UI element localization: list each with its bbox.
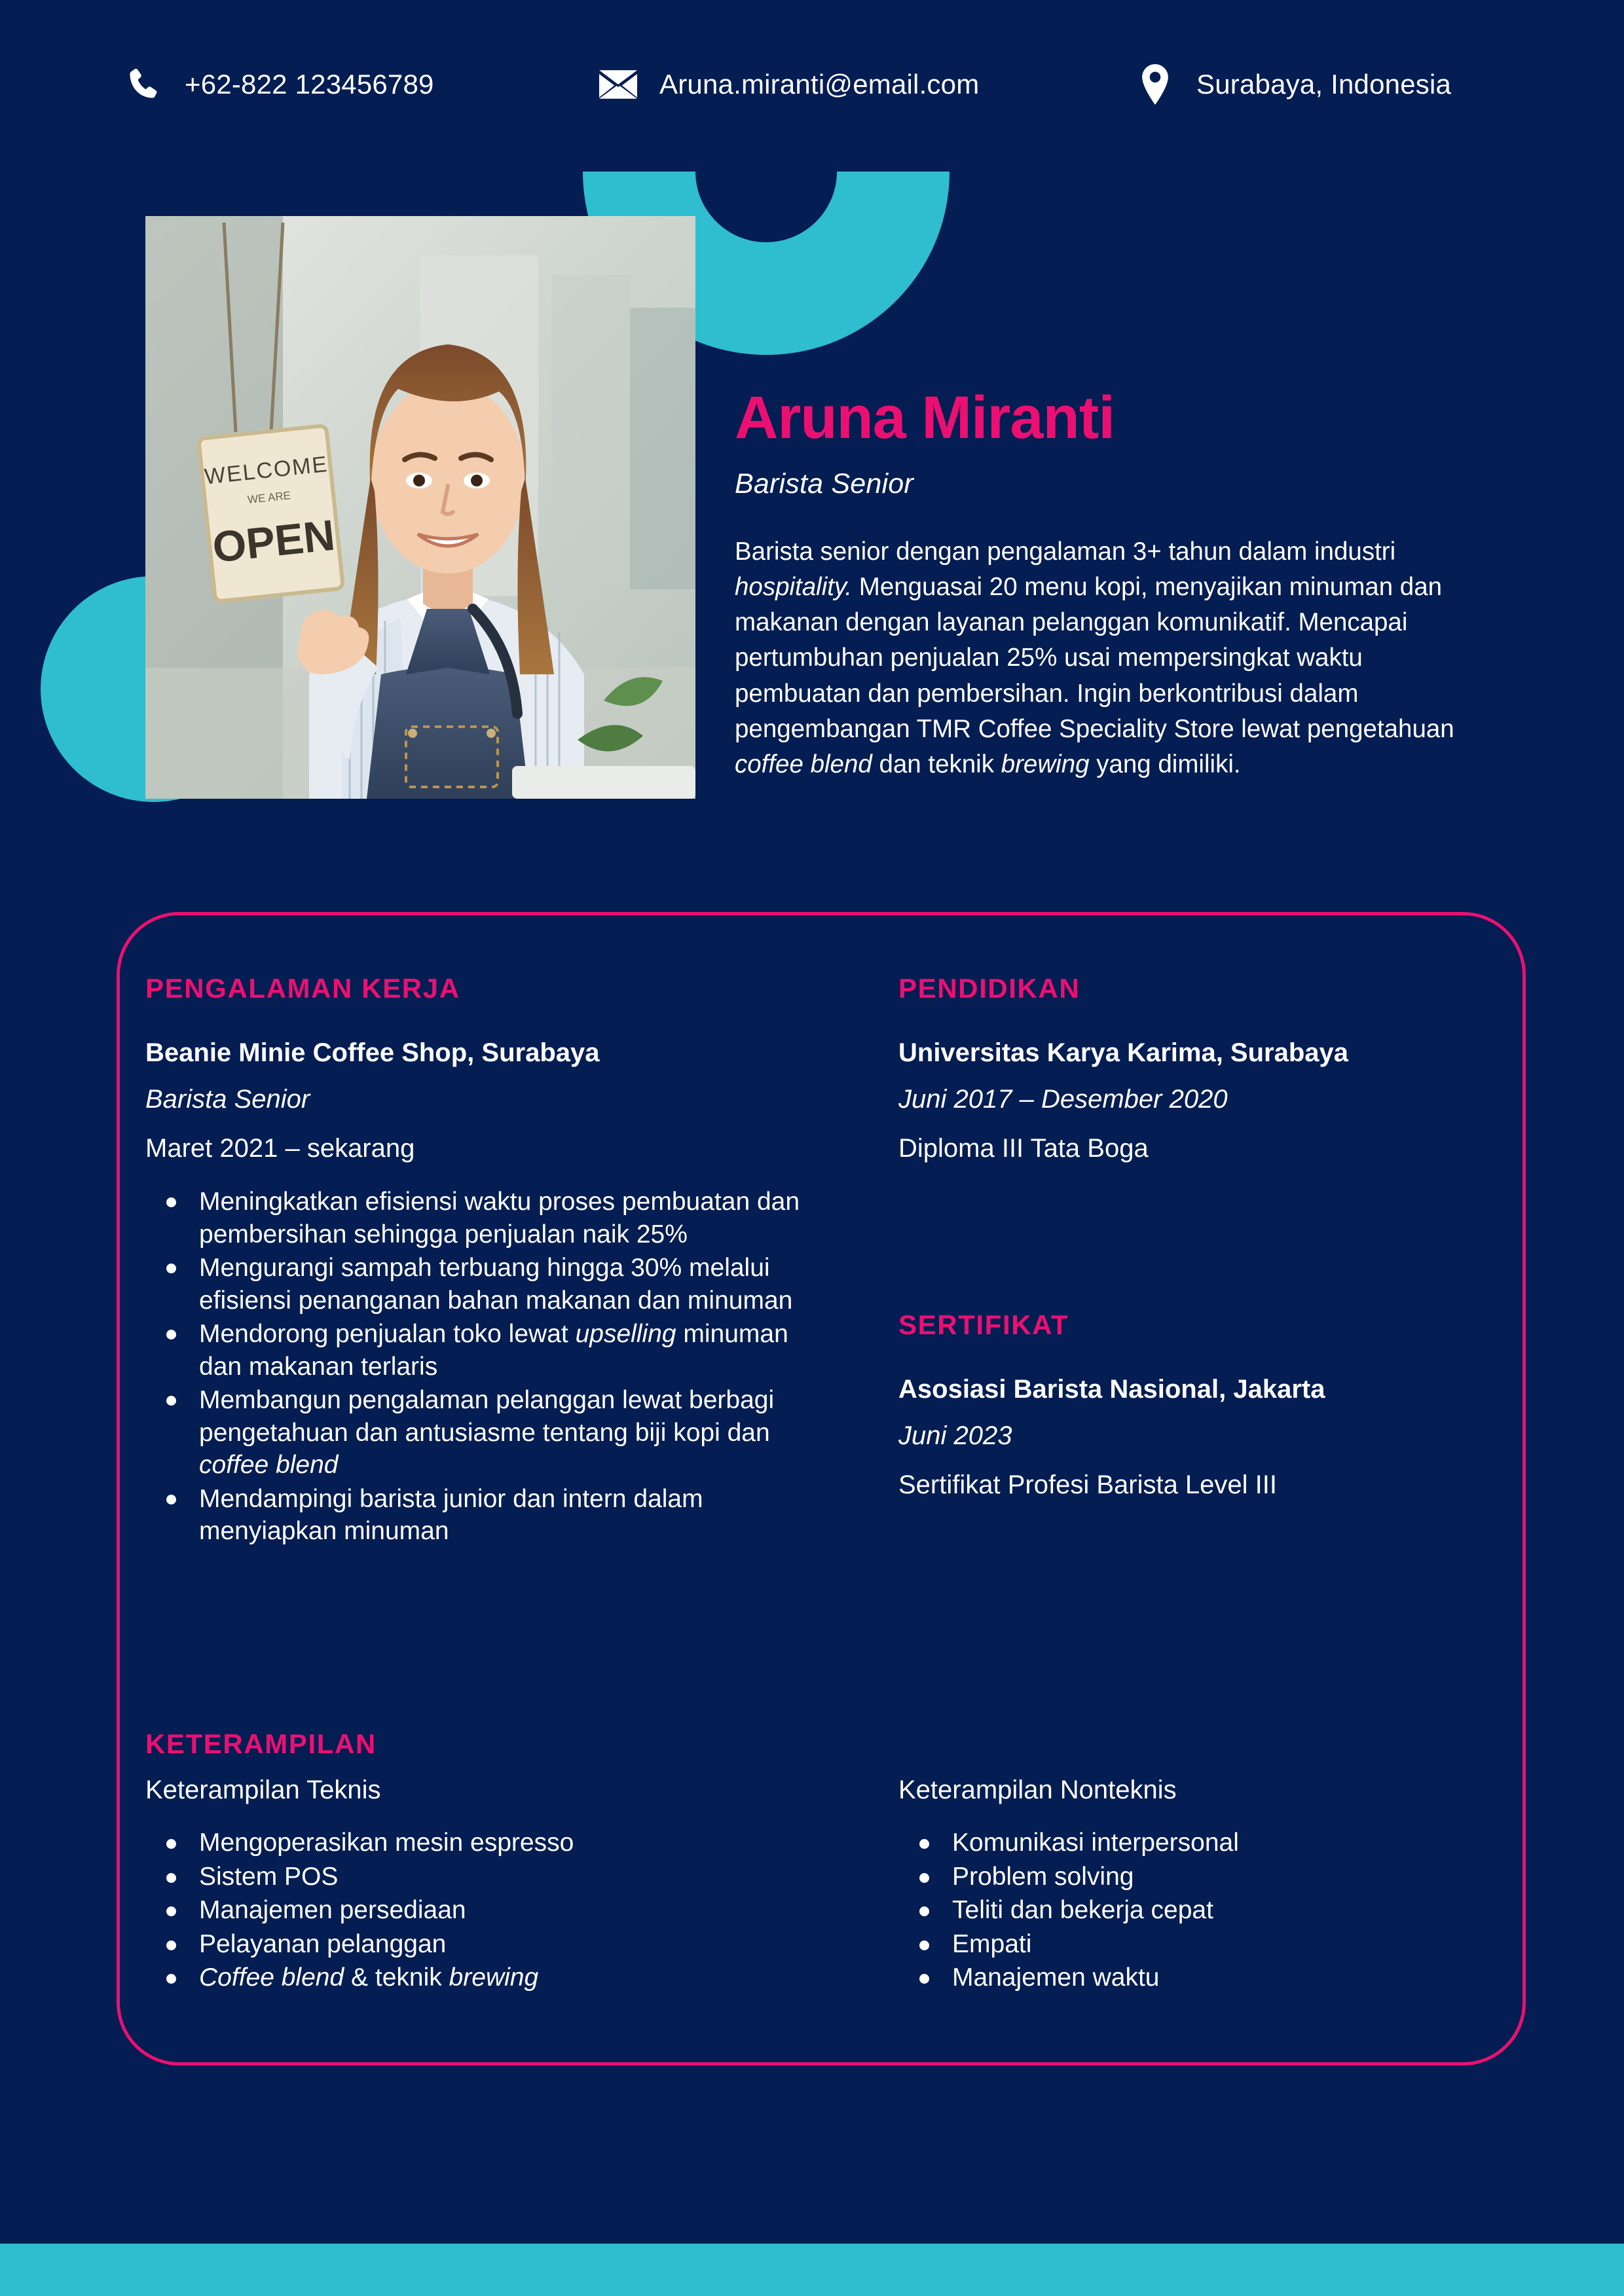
profile-summary — [735, 534, 1468, 783]
soft-skills-label: Keterampilan Nonteknis — [898, 1776, 1177, 1804]
technical-skill-item: Mengoperasikan mesin espresso — [145, 1827, 833, 1859]
footer-teal-bar — [0, 2244, 1624, 2296]
soft-skill-item: Teliti dan bekerja cepat — [898, 1895, 1553, 1926]
summary-em-hospitality: hospitality. — [735, 572, 853, 601]
svg-text:WE ARE: WE ARE — [247, 489, 291, 506]
education-institution: Universitas Karya Karima, Surabaya — [898, 1038, 1349, 1067]
bullet-emphasis: upselling — [575, 1320, 676, 1349]
bullet-text-tail: minuman dan makanan terlaris — [199, 1320, 788, 1381]
profile-photo — [145, 216, 695, 799]
certificate-issuer: Asosiasi Barista Nasional, Jakarta — [898, 1375, 1325, 1404]
contact-location-text: Surabaya, Indonesia — [1196, 69, 1452, 100]
soft-skill-item: Komunikasi interpersonal — [898, 1827, 1553, 1859]
svg-text:OPEN: OPEN — [210, 510, 337, 572]
map-pin-icon — [1136, 64, 1174, 105]
contact-location — [1136, 64, 1451, 105]
phone-icon — [124, 64, 162, 105]
experience-section-title: PENGALAMAN KERJA — [145, 973, 460, 1004]
summary-seg-3: dan teknik — [872, 750, 1001, 779]
bullet-text: Mengurangi sampah terbuang hingga 30% melalui efisiensi penanganan bahan makanan dan minuman — [199, 1254, 793, 1315]
contact-email-text: Aruna.miranti@email.com — [659, 69, 980, 100]
skill-text-mid: & teknik — [344, 1963, 449, 1992]
job-title: Barista Senior — [735, 467, 913, 500]
svg-text:WELCOME: WELCOME — [203, 451, 329, 490]
contact-email — [599, 64, 979, 105]
soft-skill-item: Empati — [898, 1929, 1553, 1960]
bullet-text: Mendampingi barista junior dan intern dalam menyiapkan minuman — [199, 1484, 703, 1546]
soft-skill-item: Problem solving — [898, 1861, 1553, 1893]
technical-skill-item: Manajemen persediaan — [145, 1895, 833, 1926]
technical-skills-label: Keterampilan Teknis — [145, 1776, 381, 1804]
summary-em-coffee-blend: coffee blend — [735, 750, 872, 779]
profile-photo-illustration — [145, 216, 695, 799]
content-card-border — [117, 912, 1526, 2066]
summary-em-brewing: brewing — [1001, 750, 1090, 779]
education-degree: Diploma III Tata Boga — [898, 1134, 1149, 1163]
identity-block — [735, 386, 1468, 783]
bullet-text: Meningkatkan efisiensi waktu proses pembuatan dan pembersihan sehingga penjualan naik 25% — [199, 1188, 800, 1248]
technical-skill-item: Pelayanan pelanggan — [145, 1929, 833, 1960]
page-title: Aruna Miranti — [735, 384, 1115, 451]
experience-position: Barista Senior — [145, 1085, 310, 1114]
bullet-text: Mendorong penjualan toko lewat — [199, 1320, 576, 1349]
certificate-name: Sertifikat Profesi Barista Level III — [898, 1470, 1278, 1499]
soft-skill-item: Manajemen waktu — [898, 1962, 1553, 1994]
experience-period: Maret 2021 – sekarang — [145, 1134, 415, 1163]
contact-header-bar — [0, 0, 1624, 167]
bullet-text: Membangun pengalaman pelanggan lewat berbagi pengetahuan dan antusiasme tentang biji kopi dan — [199, 1386, 775, 1447]
summary-seg-2: Menguasai 20 menu kopi, menyajikan minuman dan makanan dengan layanan pelanggan komunikatif. Mencapai pertumbuhan penjualan 25% usai mempersingkat waktu pembuatan dan pembersihan. Ingin berkontribusi dalam pengembangan TMR Coffee Speciality Store lewat pengetahuan — [735, 572, 1454, 743]
summary-seg-1: Barista senior dengan pengalaman 3+ tahun dalam industri — [735, 537, 1396, 566]
contact-phone — [124, 64, 434, 105]
certificate-period: Juni 2023 — [898, 1421, 1012, 1450]
skills-section-title: KETERAMPILAN — [145, 1728, 377, 1759]
contact-phone-text: +62-822 123456789 — [185, 69, 434, 100]
certificate-section-title: SERTIFIKAT — [898, 1309, 1069, 1340]
envelope-icon — [599, 64, 637, 105]
experience-company: Beanie Minie Coffee Shop, Surabaya — [145, 1038, 600, 1067]
technical-skill-item: Sistem POS — [145, 1861, 833, 1893]
bullet-emphasis: coffee blend — [199, 1451, 339, 1480]
education-period: Juni 2017 – Desember 2020 — [898, 1085, 1228, 1114]
education-section-title: PENDIDIKAN — [898, 973, 1080, 1004]
skill-emphasis-coffee-blend: Coffee blend — [199, 1963, 344, 1992]
summary-seg-4: yang dimiliki. — [1089, 750, 1241, 779]
skill-emphasis-brewing: brewing — [449, 1963, 539, 1992]
